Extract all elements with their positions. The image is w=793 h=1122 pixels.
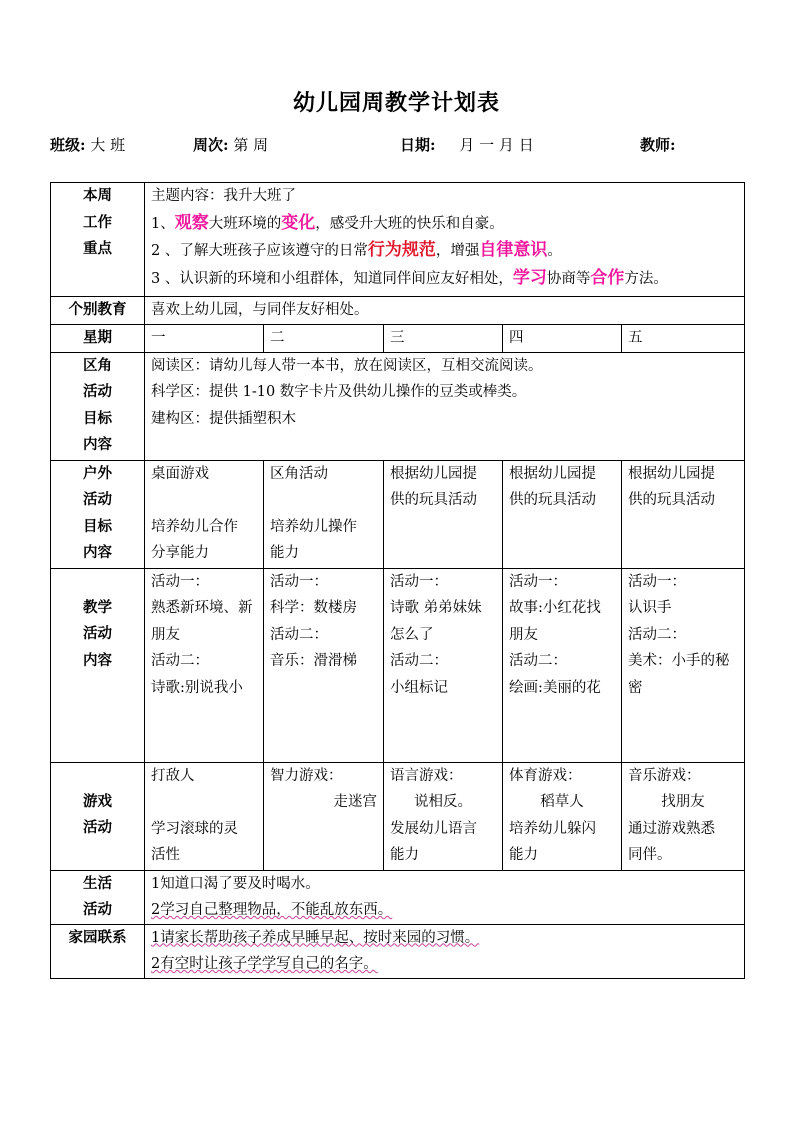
games-mon: 打敌人 学习滚球的灵 活性 — [145, 762, 264, 870]
weekday-label: 星期 — [51, 325, 145, 353]
weekday-wed: 三 — [384, 325, 503, 353]
individual-content: 喜欢上幼儿园，与同伴友好相处。 — [145, 297, 745, 325]
individual-row — [51, 297, 745, 325]
teaching-row — [51, 568, 745, 762]
teaching-thu: 活动一： 故事:小红花找 朋友 活动二： 绘画:美丽的花 — [503, 568, 622, 762]
teaching-label: 教学 活动 内容 — [51, 568, 145, 762]
outdoor-wed: 根据幼儿园提 供的玩具活动 — [384, 460, 503, 568]
corner-content: 阅读区：请幼儿每人带一本书，放在阅读区，互相交流阅读。 科学区：提供 1-10 数字卡片及供幼儿操作的豆类或棒类。 建构区：提供插塑积木 — [145, 352, 745, 460]
outdoor-row — [51, 460, 745, 568]
home-row — [51, 924, 745, 978]
life-row — [51, 870, 745, 924]
corner-label: 区角 活动 目标 内容 — [51, 352, 145, 460]
home-content: 1请家长帮助孩子养成早睡早起、按时来园的习惯。 2有空时让孩子学学写自己的名字。 — [145, 924, 745, 978]
focus-label: 本周 工作 重点 — [51, 183, 145, 297]
outdoor-fri: 根据幼儿园提 供的玩具活动 — [622, 460, 745, 568]
class-field: 班级: 大 班 — [50, 136, 126, 154]
games-label: 游戏 活动 — [51, 762, 145, 870]
plan-table — [50, 182, 745, 979]
teaching-tue: 活动一： 科学：数楼房 活动二： 音乐：滑滑梯 — [264, 568, 384, 762]
games-tue: 智力游戏： 走迷宫 — [264, 762, 384, 870]
games-fri: 音乐游戏： 找朋友 通过游戏熟悉 同伴。 — [622, 762, 745, 870]
page-title: 幼儿园周教学计划表 — [292, 90, 500, 116]
weekday-row — [51, 325, 745, 353]
weekday-fri: 五 — [622, 325, 745, 353]
home-label: 家园联系 — [51, 924, 145, 978]
games-thu: 体育游戏： 稻草人 培养幼儿躲闪 能力 — [503, 762, 622, 870]
life-label: 生活 活动 — [51, 870, 145, 924]
life-content: 1知道口渴了要及时喝水。 2学习自己整理物品，不能乱放东西。 — [145, 870, 745, 924]
teaching-fri: 活动一： 认识手 活动二： 美术：小手的秘 密 — [622, 568, 745, 762]
individual-label: 个别教育 — [51, 297, 145, 325]
games-row — [51, 762, 745, 870]
weekday-mon: 一 — [145, 325, 264, 353]
corner-row — [51, 352, 745, 460]
week-field: 周次: 第 周 — [193, 136, 269, 154]
weekday-thu: 四 — [503, 325, 622, 353]
games-wed: 语言游戏： 说相反。 发展幼儿语言 能力 — [384, 762, 503, 870]
focus-row — [51, 183, 745, 297]
teaching-wed: 活动一： 诗歌 弟弟妹妹 怎么了 活动二： 小组标记 — [384, 568, 503, 762]
outdoor-label: 户外 活动 目标 内容 — [51, 460, 145, 568]
teacher-field: 教师: — [640, 136, 676, 154]
outdoor-tue: 区角活动 培养幼儿操作 能力 — [264, 460, 384, 568]
date-field: 日期: 月 一 月 日 — [400, 136, 534, 154]
outdoor-mon: 桌面游戏 培养幼儿合作 分享能力 — [145, 460, 264, 568]
teaching-mon: 活动一： 熟悉新环境、新 朋友 活动二： 诗歌:别说我小 — [145, 568, 264, 762]
focus-content: 主题内容：我升大班了 1、观察大班环境的变化，感受升大班的快乐和自豪。 2 、了解大班孩子应该遵守的日常行为规范，增强自律意识。 3 、认识新的环境和小组群体，知道同伴间应友好相处，学习协商等合作方法。 — [145, 183, 745, 297]
weekday-tue: 二 — [264, 325, 384, 353]
outdoor-thu: 根据幼儿园提 供的玩具活动 — [503, 460, 622, 568]
